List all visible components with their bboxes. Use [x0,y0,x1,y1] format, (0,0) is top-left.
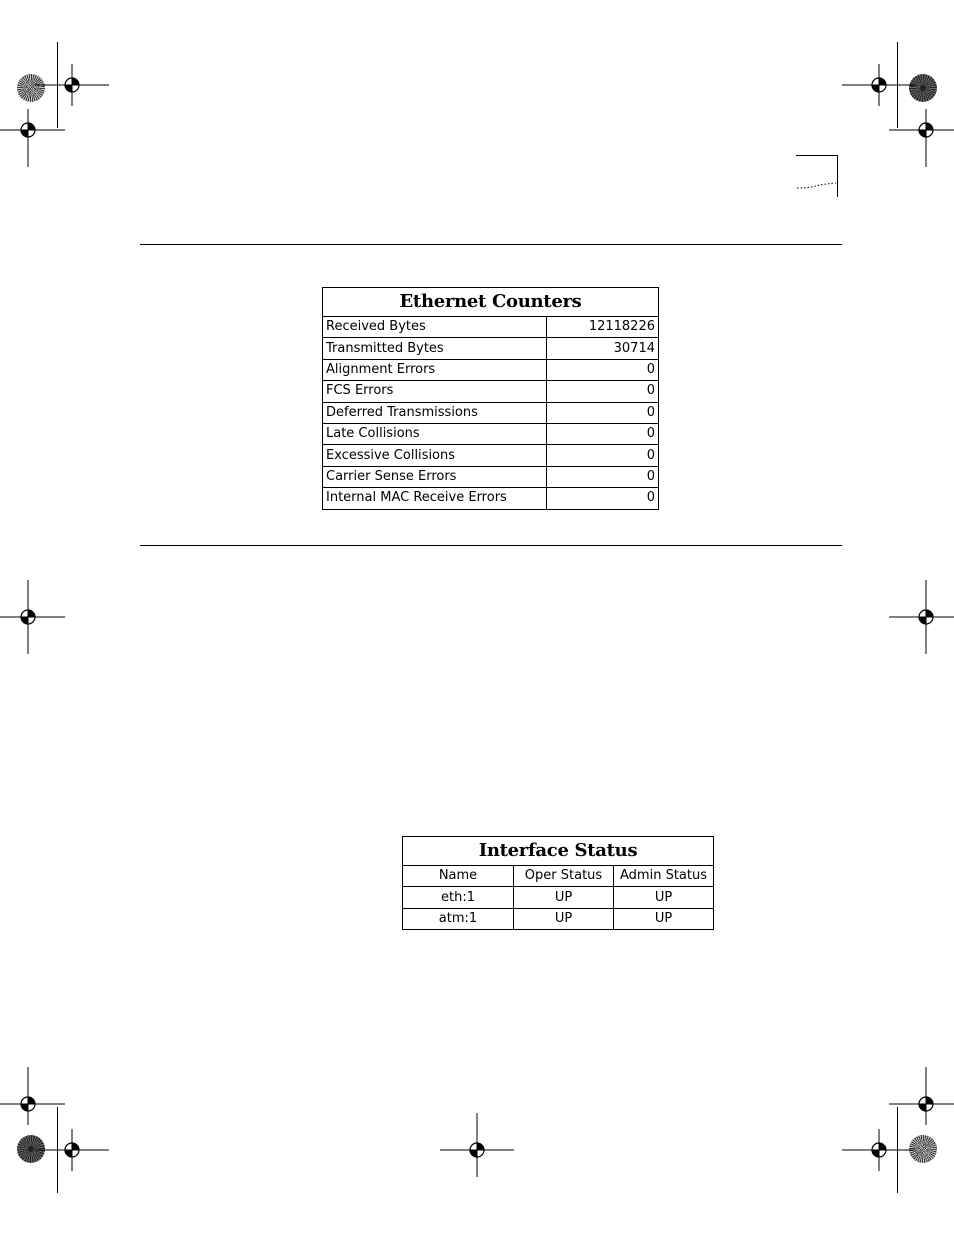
interface-status-title: Interface Status [403,837,714,866]
counter-value: 0 [547,423,659,444]
counter-value: 0 [547,445,659,466]
counter-label: Carrier Sense Errors [323,466,547,487]
counter-value: 0 [547,402,659,423]
counter-label: Internal MAC Receive Errors [323,488,547,509]
interface-name: atm:1 [403,908,514,929]
counter-value: 0 [547,359,659,380]
table-row [403,908,714,929]
interface-name: eth:1 [403,887,514,908]
registration-crosshair-icon [35,1113,109,1187]
table-row [403,887,714,908]
registration-crosshair-icon [889,580,954,654]
counter-label: Deferred Transmissions [323,402,547,423]
registration-crosshair-icon [889,93,954,167]
counter-label: FCS Errors [323,381,547,402]
figure-bottom-rule [140,545,842,546]
counter-value: 0 [547,381,659,402]
counter-value: 0 [547,466,659,487]
oper-status: UP [514,908,614,929]
table-row [323,488,659,509]
interface-status-table [402,836,714,930]
table-row [323,402,659,423]
table-row [323,338,659,359]
table-row [323,359,659,380]
table-row [323,381,659,402]
figure-top-rule [140,244,842,245]
table-row [323,445,659,466]
admin-status: UP [614,887,714,908]
table-row [323,466,659,487]
chapter-tab-mark [796,155,838,197]
ethernet-counters-table [322,287,659,510]
counter-value: 0 [547,488,659,509]
ethernet-counters-title: Ethernet Counters [323,288,659,317]
counter-label: Excessive Collisions [323,445,547,466]
column-header-oper-status: Oper Status [514,866,614,887]
counter-value: 12118226 [547,317,659,338]
counter-label: Late Collisions [323,423,547,444]
table-header-row [403,866,714,887]
registration-crosshair-icon [842,1113,916,1187]
admin-status: UP [614,908,714,929]
registration-crosshair-icon [0,580,65,654]
counter-label: Transmitted Bytes [323,338,547,359]
counter-value: 30714 [547,338,659,359]
table-row [323,423,659,444]
column-header-name: Name [403,866,514,887]
column-header-admin-status: Admin Status [614,866,714,887]
counter-label: Alignment Errors [323,359,547,380]
table-row [323,317,659,338]
counter-label: Received Bytes [323,317,547,338]
oper-status: UP [514,887,614,908]
registration-crosshair-icon [0,93,65,167]
registration-crosshair-icon [440,1113,514,1187]
